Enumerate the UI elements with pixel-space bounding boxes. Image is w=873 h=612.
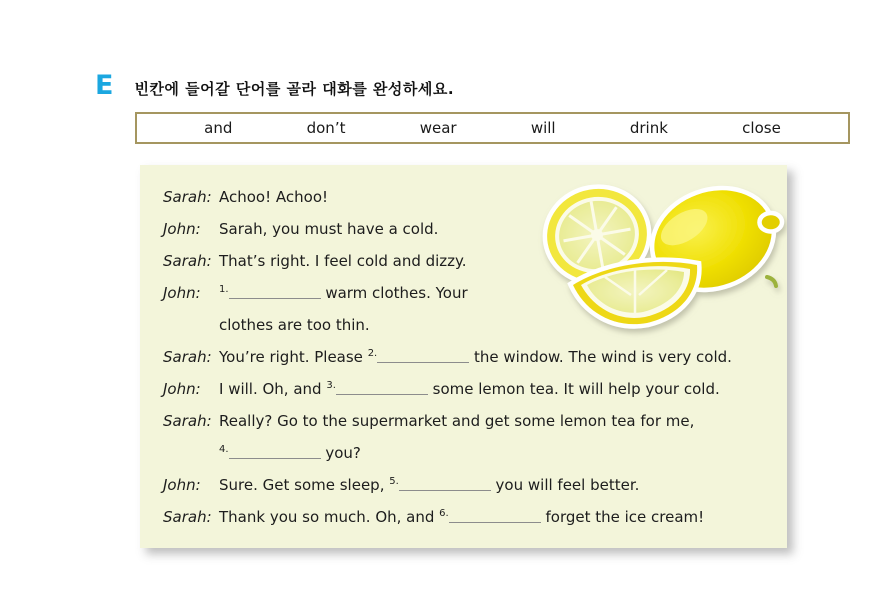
- fill-in-blank: [368, 348, 470, 366]
- speaker-label: John:: [163, 380, 201, 398]
- speaker-label: John:: [163, 476, 201, 494]
- dialogue-line: [140, 181, 787, 213]
- speaker-label: Sarah:: [163, 188, 212, 206]
- word-bank-word: drink: [629, 119, 668, 137]
- word-bank-word: and: [204, 119, 233, 137]
- blank-number: 5.: [389, 476, 399, 487]
- blank-underline: [229, 285, 321, 299]
- speaker-label: Sarah:: [163, 412, 212, 430]
- dialogue-text: You’re right. Please $^{2.}$ the window. The wind is very cold.: [219, 348, 732, 366]
- speaker-label: Sarah:: [163, 508, 212, 526]
- blank-underline: [336, 381, 428, 395]
- speaker-label: [163, 309, 219, 341]
- dialogue-text: $^{1.}$ warm clothes. Your: [219, 284, 468, 302]
- word-bank-word: close: [742, 119, 781, 137]
- fill-in-blank: [389, 476, 491, 494]
- speaker-label: Sarah:: [163, 252, 212, 270]
- dialogue-line: [140, 373, 787, 405]
- fill-in-blank: [219, 284, 321, 302]
- blank-underline: [449, 509, 541, 523]
- dialogue-text: That’s right. I feel cold and dizzy.: [219, 252, 467, 270]
- speaker-label: John:: [163, 284, 201, 302]
- dialogue-line: [140, 341, 787, 373]
- dialogue-text: Sure. Get some sleep, $^{5.}$ you will feel better.: [219, 476, 640, 494]
- dialogue-line: [140, 245, 787, 277]
- blank-number: 4.: [219, 444, 229, 455]
- section-letter: E: [95, 70, 115, 101]
- dialogue-text: Really? Go to the supermarket and get some lemon tea for me,: [219, 412, 695, 430]
- dialogue-text: clothes are too thin.: [219, 316, 370, 334]
- speaker-label: [163, 437, 219, 469]
- dialogue-lines: [140, 181, 787, 533]
- word-bank-word: will: [530, 119, 556, 137]
- fill-in-blank: [326, 380, 428, 398]
- dialogue-line: [140, 405, 787, 437]
- dialogue-line: [140, 501, 787, 533]
- dialogue-line: [140, 213, 787, 245]
- dialogue-line: [140, 469, 787, 501]
- blank-underline: [229, 445, 321, 459]
- blank-number: 3.: [326, 380, 336, 391]
- dialogue-text: Achoo! Achoo!: [219, 188, 329, 206]
- fill-in-blank: [219, 444, 321, 462]
- blank-number: 2.: [367, 348, 378, 359]
- fill-in-blank: [439, 508, 541, 526]
- dialogue-line: [140, 277, 787, 309]
- speaker-label: John:: [163, 220, 201, 238]
- blank-underline: [377, 349, 469, 363]
- dialogue-text: Thank you so much. Oh, and $^{6.}$ forget the ice cream!: [219, 508, 705, 526]
- word-bank-word: wear: [419, 119, 457, 137]
- word-bank-word: don’t: [306, 119, 346, 137]
- blank-number: 1.: [219, 284, 229, 295]
- dialogue-text: I will. Oh, and $^{3.}$ some lemon tea. It will help your cold.: [219, 380, 720, 398]
- dialogue-line: [140, 437, 787, 469]
- section-header: [95, 72, 454, 100]
- dialogue-box: [140, 165, 787, 548]
- speaker-label: Sarah:: [163, 348, 212, 366]
- dialogue-line: [140, 309, 787, 341]
- blank-number: 6.: [439, 508, 449, 519]
- word-bank: [135, 112, 850, 144]
- dialogue-text: Sarah, you must have a cold.: [219, 220, 439, 238]
- section-instruction: 빈칸에 들어갈 단어를 골라 대화를 완성하세요.: [134, 80, 455, 98]
- dialogue-text: $^{4.}$ you?: [219, 444, 361, 462]
- blank-underline: [399, 477, 491, 491]
